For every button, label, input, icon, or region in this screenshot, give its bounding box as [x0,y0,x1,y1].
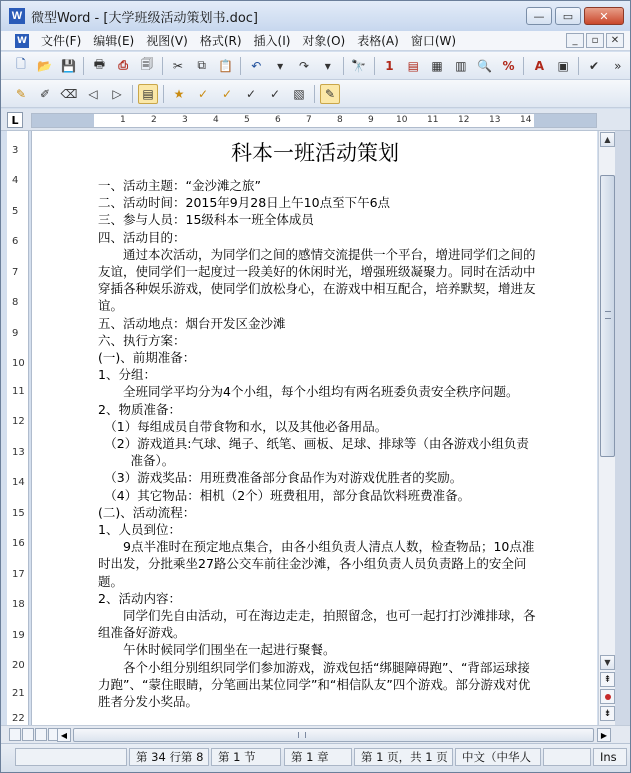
header-icon[interactable]: ▤ [407,58,419,73]
menu-format[interactable]: 格式(R) [199,34,242,48]
document-paragraph: （2）游戏道具:气球、绳子、纸笔、画板、足球、排球等（由各游戏小组负责准备）。 [104,436,529,469]
review-panel-icon[interactable]: ✎ [320,84,340,104]
text-box-icon[interactable]: ▣ [557,58,569,73]
scroll-right-button[interactable]: ▶ [597,728,611,742]
cut-icon[interactable]: ✂ [172,58,183,73]
tab-stop-selector[interactable]: L [7,112,23,128]
toolbar-separator [343,57,344,75]
vruler-number: 15 [12,508,25,519]
vruler-number: 11 [12,386,25,397]
vruler-number: 9 [12,328,19,339]
vruler-number: 7 [12,267,19,278]
vruler-number: 4 [12,175,19,186]
document-paragraph: 三、参与人员：15级科本一班全体成员 [98,212,314,228]
vruler-number: 5 [12,206,19,217]
horizontal-ruler[interactable] [31,113,597,128]
more-icon[interactable]: » [614,58,622,73]
ruler-tick: 1 [120,115,126,125]
paste-icon[interactable]: 📋 [218,58,233,73]
horizontal-scroll-thumb[interactable] [73,728,594,742]
ruler-tick: 6 [275,115,281,125]
status-language: 中文（中华人 [455,748,541,766]
toolbar-separator [132,85,133,103]
vruler-number: 14 [12,477,25,488]
next-note-icon[interactable]: ▷ [112,86,122,101]
doc-minimize-button[interactable]: _ [566,33,584,48]
ruler-tick: 4 [213,115,219,125]
document-menu-icon[interactable]: W [15,34,29,48]
ruler-tick: 5 [244,115,250,125]
document-paragraph: 一、活动主题：“金沙滩之旅” [98,178,261,193]
menu-object[interactable]: 对象(O) [302,34,346,48]
document-page[interactable] [32,131,597,725]
maximize-button[interactable]: ▭ [555,7,581,25]
scroll-left-button[interactable]: ◀ [57,728,71,742]
tracking-icon[interactable]: ▤ [138,84,158,104]
toolbar-separator [83,57,84,75]
document-paragraph: （1）每组成员自带食物和水，以及其他必备用品。 [104,418,388,434]
font-color-icon[interactable]: A [534,58,545,73]
status-chapter: 第 1 章 [284,748,352,766]
save-icon[interactable]: 💾 [61,58,77,73]
document-paragraph: 1、分组： [98,367,156,383]
toolbar-separator [162,57,163,75]
mark-4-icon[interactable]: ✓ [269,86,281,101]
status-position: 第 34 行第 8 [129,748,209,766]
toolbar-separator [314,85,315,103]
document-title: 科本一班活动策划 [231,141,399,165]
document-paragraph: 9点半准时在预定地点集合，由各小组负责人清点人数，检查物品；10点准时出发，分批乘坐27路公交车前往金沙滩，各小组负责人员负责路上的安全问题。 [98,539,535,589]
menu-edit[interactable]: 编辑(E) [93,34,135,48]
document-paragraph: 午休时候同学们围坐在一起进行聚餐。 [123,642,336,658]
status-empty [15,748,127,766]
menu-window[interactable]: 窗口(W) [410,34,457,48]
menu-file[interactable]: 文件(F) [41,34,82,48]
undo-dropdown-icon[interactable]: ▾ [277,58,284,73]
ruler-tick: 2 [151,115,157,125]
zoom-icon[interactable]: 🔍 [477,58,493,73]
normal-view-icon[interactable] [9,728,21,741]
right-edge-strip [615,131,630,725]
ruler-row [1,109,630,131]
mark-3-icon[interactable]: ✓ [245,86,257,101]
ruler-tick: 13 [489,115,501,125]
print-preview-icon[interactable]: 🗐 [141,57,154,71]
find-icon[interactable]: 🔭 [351,58,367,73]
status-insert-mode[interactable]: Ins [593,748,627,766]
spellcheck-icon[interactable]: ✔ [588,58,600,73]
print-icon[interactable]: 🖶 [93,57,106,71]
toolbar-separator [240,57,241,75]
review-doc-icon[interactable]: ▧ [293,86,305,101]
document-paragraph: 四、活动目的： [98,229,186,245]
vruler-number: 22 [12,713,25,724]
previous-page-icon[interactable]: ⇞ [600,672,615,687]
status-page: 第 1 页，共 1 页 [354,748,453,766]
page-number-icon[interactable]: 1 [385,58,394,73]
vruler-number: 13 [12,447,25,458]
document-paragraph: 六、执行方案： [98,332,186,348]
vertical-scroll-thumb[interactable] [600,175,615,457]
document-paragraph: 2、物质准备： [98,401,181,417]
ruler-tick: 14 [520,115,532,125]
right-margin-area [534,114,596,127]
menu-view[interactable]: 视图(V) [146,34,188,48]
review-toolbar [1,80,630,108]
new-file-icon[interactable]: 🗋 [16,57,26,71]
word-app-icon: W [9,8,25,24]
toolbar-separator [523,57,524,75]
vruler-number: 18 [12,599,25,610]
window-title: 微型Word - [大学班级活动策划书.doc] [31,10,258,26]
redo-dropdown-icon[interactable]: ▾ [324,58,331,73]
undo-icon[interactable]: ↶ [251,58,262,73]
mark-1-icon[interactable]: ✓ [197,86,209,101]
vruler-number: 6 [12,236,19,247]
edit-note-icon[interactable]: ✐ [39,86,51,101]
toolbar-separator [578,57,579,75]
ruler-tick: 11 [427,115,439,125]
vertical-scrollbar[interactable] [598,131,615,725]
document-paragraph: 二、活动时间：2015年9月28日上午10点至下午6点 [98,195,391,211]
redo-icon[interactable]: ↷ [298,58,309,73]
copy-icon[interactable]: ⧉ [197,58,206,72]
web-view-icon[interactable] [22,728,34,741]
vruler-number: 12 [12,416,25,427]
title-bar[interactable] [1,1,630,31]
doc-restore-button[interactable]: ▫ [586,33,604,48]
document-paragraph: 同学们先自由活动，可在海边走走，拍照留念，也可一起打打沙滩排球，各组准备好游戏。 [98,608,536,641]
menu-bar [1,31,630,51]
document-paragraph: 1、人员到位： [98,522,181,538]
vruler-number: 17 [12,569,25,580]
document-paragraph: 2、活动内容： [98,590,181,606]
status-section: 第 1 节 [211,748,281,766]
vruler-number: 21 [12,688,25,699]
vruler-number: 8 [12,297,19,308]
vertical-ruler[interactable] [7,131,29,725]
doc-close-button[interactable]: ✕ [606,33,624,48]
menu-insert[interactable]: 插入(I) [253,34,291,48]
document-paragraph: (一)、前期准备： [98,350,196,366]
prev-note-icon[interactable]: ◁ [88,86,98,101]
delete-note-icon[interactable]: ⌫ [60,86,78,101]
select-browse-object-icon[interactable] [600,689,615,704]
note-icon[interactable]: ✎ [15,86,27,101]
standard-toolbar [1,52,630,80]
vruler-number: 20 [12,660,25,671]
ruler-tick: 9 [368,115,374,125]
menu-table[interactable]: 表格(A) [357,34,399,48]
document-editing-area[interactable] [31,131,597,725]
toolbar-separator [374,57,375,75]
document-paragraph: 全班同学平均分为4个小组，每个小组均有两名班委负责安全秩序问题。 [123,384,519,400]
vruler-number: 19 [12,630,25,641]
ruler-tick: 3 [182,115,188,125]
zoom-percent-icon[interactable]: % [502,58,515,73]
table2-icon[interactable]: ▥ [455,58,467,73]
ruler-tick: 10 [396,115,408,125]
minimize-button[interactable]: — [526,7,552,25]
document-body[interactable] [98,177,538,710]
ruler-tick: 7 [306,115,312,125]
vruler-number: 16 [12,538,25,549]
close-button[interactable]: ✕ [584,7,624,25]
table-icon[interactable]: ▦ [431,58,443,73]
vruler-number: 10 [12,358,25,369]
document-paragraph: （3）游戏奖品：用班费准备部分食品作为对游戏优胜者的奖励。 [104,470,463,486]
page-view-icon[interactable] [35,728,47,741]
horizontal-scrollbar[interactable] [1,725,630,743]
scroll-up-button[interactable]: ▲ [600,132,615,147]
ruler-tick: 12 [458,115,470,125]
document-paragraph: 各个小组分别组织同学们参加游戏，游戏包括“绑腿障碍跑”、“背部运球接力跑”、“蒙住眼睛，分笔画出某位同学”和“相信队友”四个游戏。部分游戏对优胜者分发小奖品。 [98,659,531,710]
pdf-icon[interactable]: ⎙ [118,58,129,72]
vruler-number: 3 [12,145,19,156]
scroll-down-button[interactable]: ▼ [600,655,615,670]
status-bar [1,743,630,772]
status-empty2 [543,748,591,766]
ruler-tick: 8 [337,115,343,125]
toolbar-separator [163,85,164,103]
highlight-icon[interactable]: ★ [173,86,185,101]
open-folder-icon[interactable]: 📂 [37,58,53,73]
document-paragraph: 通过本次活动，为同学们之间的感情交流提供一个平台，增进同学们之间的友谊，使同学们一起度过一段美好的休闲时光，增强班级凝聚力。同时在活动中穿插各种娱乐游戏，使同学们放松身心，在游戏中相互配合，培养默契，增进友谊。 [98,246,536,314]
document-paragraph: （4）其它物品：相机（2个）班费租用，部分食品饮料班费准备。 [104,487,471,503]
left-margin-area [32,114,94,127]
mark-2-icon[interactable]: ✓ [221,86,233,101]
document-paragraph: (二)、活动流程： [98,504,196,520]
next-page-icon[interactable]: ⇟ [600,706,615,721]
document-paragraph: 五、活动地点：烟台开发区金沙滩 [98,315,286,331]
